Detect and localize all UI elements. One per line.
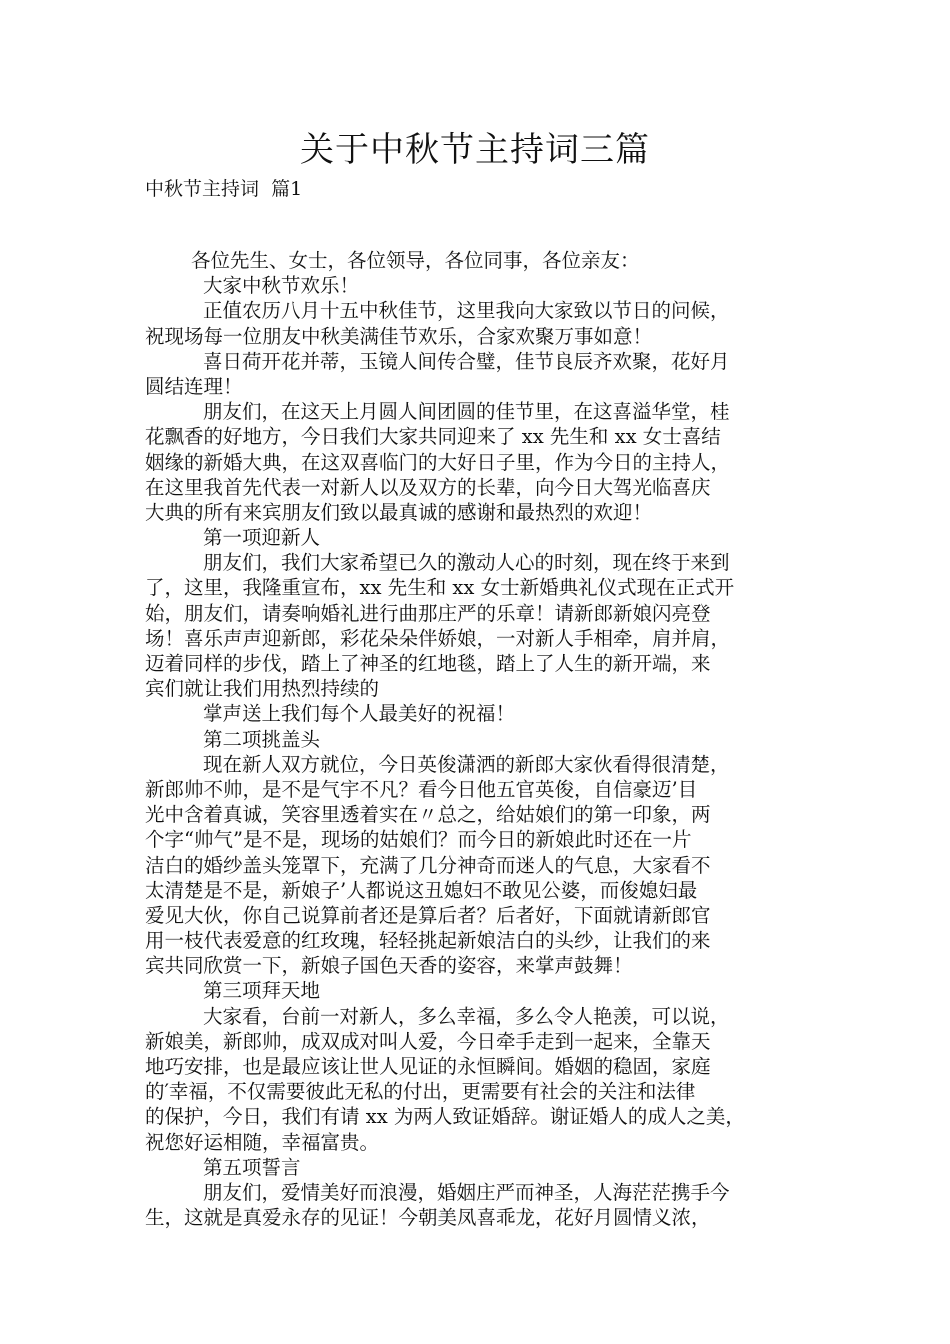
body-line: 用一枝代表爱意的红玫瑰，轻轻挑起新娘洁白的头纱，让我们的来 (145, 929, 711, 953)
body-line: 新娘美，新郎帅，成双成对叫人爱，今日牵手走到一起来，全靠天 (145, 1029, 711, 1053)
page-title: 关于中秋节主持词三篇 (300, 130, 650, 170)
body-line: 各位先生、女士，各位领导，各位同事，各位亲友： (191, 249, 640, 272)
body-line: 新郎帅不帅，是不是气宇不凡？看今日他五官英俊，自信豪迈’目 (145, 777, 698, 801)
body-line: 太清楚是不是，新娘子’人都说这丑媳妇不敢见公婆，而俊媳妇最 (145, 878, 698, 902)
body-line: 现在新人双方就位，今日英俊潇洒的新郎大家伙看得很清楚， (203, 752, 730, 776)
body-line: 在这里我首先代表一对新人以及双方的长辈，向今日大驾光临喜庆 (145, 475, 711, 499)
body-line: 宾们就让我们用热烈持续的 (145, 677, 380, 701)
body-line: 光中含着真诚，笑容里透着实在〃总之，给姑娘们的第一印象，两 (145, 803, 711, 827)
document-body (145, 248, 820, 1230)
section-subtitle: 中秋节主持词 篇1 (145, 178, 303, 200)
body-line: 的保护，今日，我们有请 xx 为两人致证婚辞。谢证婚人的成人之美， (145, 1105, 745, 1129)
body-line: 了，这里，我隆重宣布，xx 先生和 xx 女士新婚典礼仪式现在正式开 (145, 576, 735, 600)
body-line: 生，这就是真爱永存的见证！今朝美凤喜乖龙，花好月圆情义浓， (145, 1206, 711, 1230)
body-line: 地巧安排，也是最应该让世人见证的永恒瞬间。婚姻的稳固，家庭 (145, 1055, 711, 1078)
body-line: 正值农历八月十五中秋佳节，这里我向大家致以节日的问候， (203, 299, 730, 323)
body-line: 始，朋友们，请奏响婚礼进行曲那庄严的乐章！请新郎新娘闪亮登 (145, 601, 711, 625)
body-line: 的′幸福，不仅需要彼此无私的付出，更需要有社会的关注和法律 (145, 1080, 696, 1104)
body-line: 爱见大伙，你自己说算前者还是算后者？后者好，下面就请新郎官 (145, 903, 711, 927)
body-line: 掌声送上我们每个人最美好的祝福！ (203, 702, 516, 726)
body-line: 迈着同样的步伐，踏上了神圣的红地毯，踏上了人生的新开端，来 (145, 652, 711, 675)
body-line: 祝您好运相随，幸福富贵。 (145, 1130, 380, 1154)
body-line: 花飘香的好地方，今日我们大家共同迎来了 xx 先生和 xx 女士喜结 (145, 425, 721, 449)
body-line: 圆结连理！ (145, 374, 243, 398)
body-line: 第一项迎新人 (203, 526, 321, 550)
body-line: 祝现场每一位朋友中秋美满佳节欢乐，合家欢聚万事如意！ (145, 324, 653, 348)
body-line: 第三项拜天地 (203, 979, 321, 1003)
body-line: 姻缘的新婚大典，在这双喜临门的大好日子里，作为今日的主持人， (145, 450, 731, 474)
body-line: 个字“帅气”是不是，现场的姑娘们？而今日的新娘此时还在一片 (145, 828, 692, 852)
body-line: 喜日荷开花并蒂，玉镜人间传合璧，佳节良辰齐欢聚，花好月 (203, 349, 730, 373)
body-line: 朋友们，在这天上月圆人间团圆的佳节里，在这喜溢华堂，桂 (203, 400, 730, 424)
body-line: 朋友们，我们大家希望已久的激动人心的时刻，现在终于来到 (203, 551, 730, 575)
body-line: 场！喜乐声声迎新郎，彩花朵朵伴娇娘，一对新人手相牵，肩并肩， (145, 626, 731, 650)
body-line: 朋友们，爱情美好而浪漫，婚姻庄严而神圣，人海茫茫携手今 (203, 1180, 730, 1204)
body-line: 大典的所有来宾朋友们致以最真诚的感谢和最热烈的欢迎！ (145, 500, 653, 524)
body-line: 洁白的婚纱盖头笼罩下，充满了几分神奇而迷人的气息，大家看不 (145, 853, 711, 877)
body-line: 第二项挑盖头 (203, 727, 321, 751)
body-line: 大家看，台前一对新人，多么幸福，多么令人艳羡，可以说， (203, 1004, 730, 1028)
body-line: 大家中秋节欢乐！ (203, 274, 360, 298)
body-line: 第五项誓言 (203, 1155, 301, 1179)
body-line: 宾共同欣赏一下，新娘子国色天香的姿容，来掌声鼓舞！ (145, 954, 633, 978)
